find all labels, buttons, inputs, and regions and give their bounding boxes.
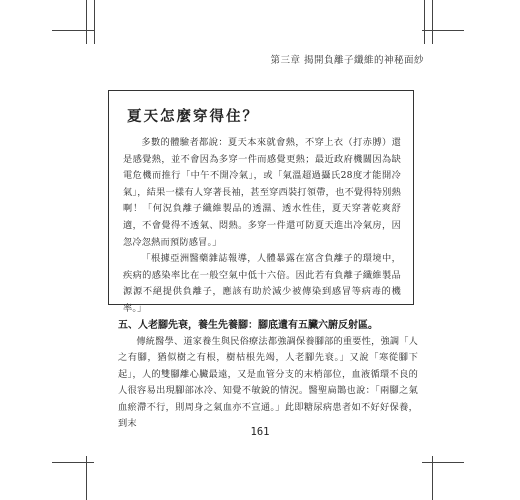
section-paragraph-1: 傳統醫學、道家養生與民俗療法都強調保養腳部的重要性，強調「人之有腳，猶似樹之有根，樹枯根先竭，人老腳先衰。」又說「寒從腳下起」，人的雙腳離心臟最遠，又是血管分支的末梢部位，血液循環不良的人很容易出現腳部冰冷、知覺不敏銳的情況。醫聖扁鵲也說：「兩腳之氣血瘀滯不行，則周身之氣血亦不宣通。」此即糖尿病患者如不好好保養，到末 xyxy=(118,336,419,430)
crop-mark-tl-v xyxy=(86,0,87,44)
crop-mark-tl-h xyxy=(52,30,94,31)
sidebar-box xyxy=(108,90,414,314)
page-number: 161 xyxy=(250,426,270,438)
section-body xyxy=(118,334,418,432)
box-paragraph-1: 多數的體驗者都說：夏天本來就會熱，不穿上衣（打赤膊）還是感覺熱，並不會因為多穿一件而感覺更熱；最近政府機關因為缺電危機而推行「中午不開冷氣」，或「氣溫超過攝氏28度才能開冷氣」，結果一樣有人穿著長袖，甚至穿西裝打領帶，也不覺得特別熱啊！「何況負離子纖維製品的透濕、透水性佳，夏天穿著乾爽舒適，不會覺得不透氣、悶熱。多穿一件還可防夏天進出冷氣房，因忽冷忽熱而預防感冒。」 xyxy=(123,137,401,248)
crop-mark-tl-v2 xyxy=(94,0,95,44)
crop-mark-br-v xyxy=(432,456,433,500)
running-header: 第三章 揭開負離子纖維的神秘面紗 xyxy=(270,55,424,66)
box-title: 夏天怎麼穿得住？ xyxy=(127,109,259,125)
crop-mark-bl-h xyxy=(52,462,94,463)
section-heading: 五、人老腳先衰，養生先養腳：腳底遺有五臟六腑反射區。 xyxy=(118,320,378,331)
box-paragraph-2: 「根據亞洲醫藥雜誌報導，人體暴露在富含負離子的環境中，疾病的感染率比在一般空氣中低十六倍。因此若有負離子纖維製品源源不絕提供負離子，應該有助於減少被傳染到感冒等病毒的機率。」 xyxy=(123,253,401,314)
crop-mark-bl-v xyxy=(86,456,87,500)
crop-mark-tr-v xyxy=(424,0,425,44)
crop-mark-tr-h xyxy=(422,30,464,31)
crop-mark-tr-v2 xyxy=(432,0,433,44)
box-body xyxy=(123,135,401,318)
crop-mark-br-h xyxy=(422,462,464,463)
